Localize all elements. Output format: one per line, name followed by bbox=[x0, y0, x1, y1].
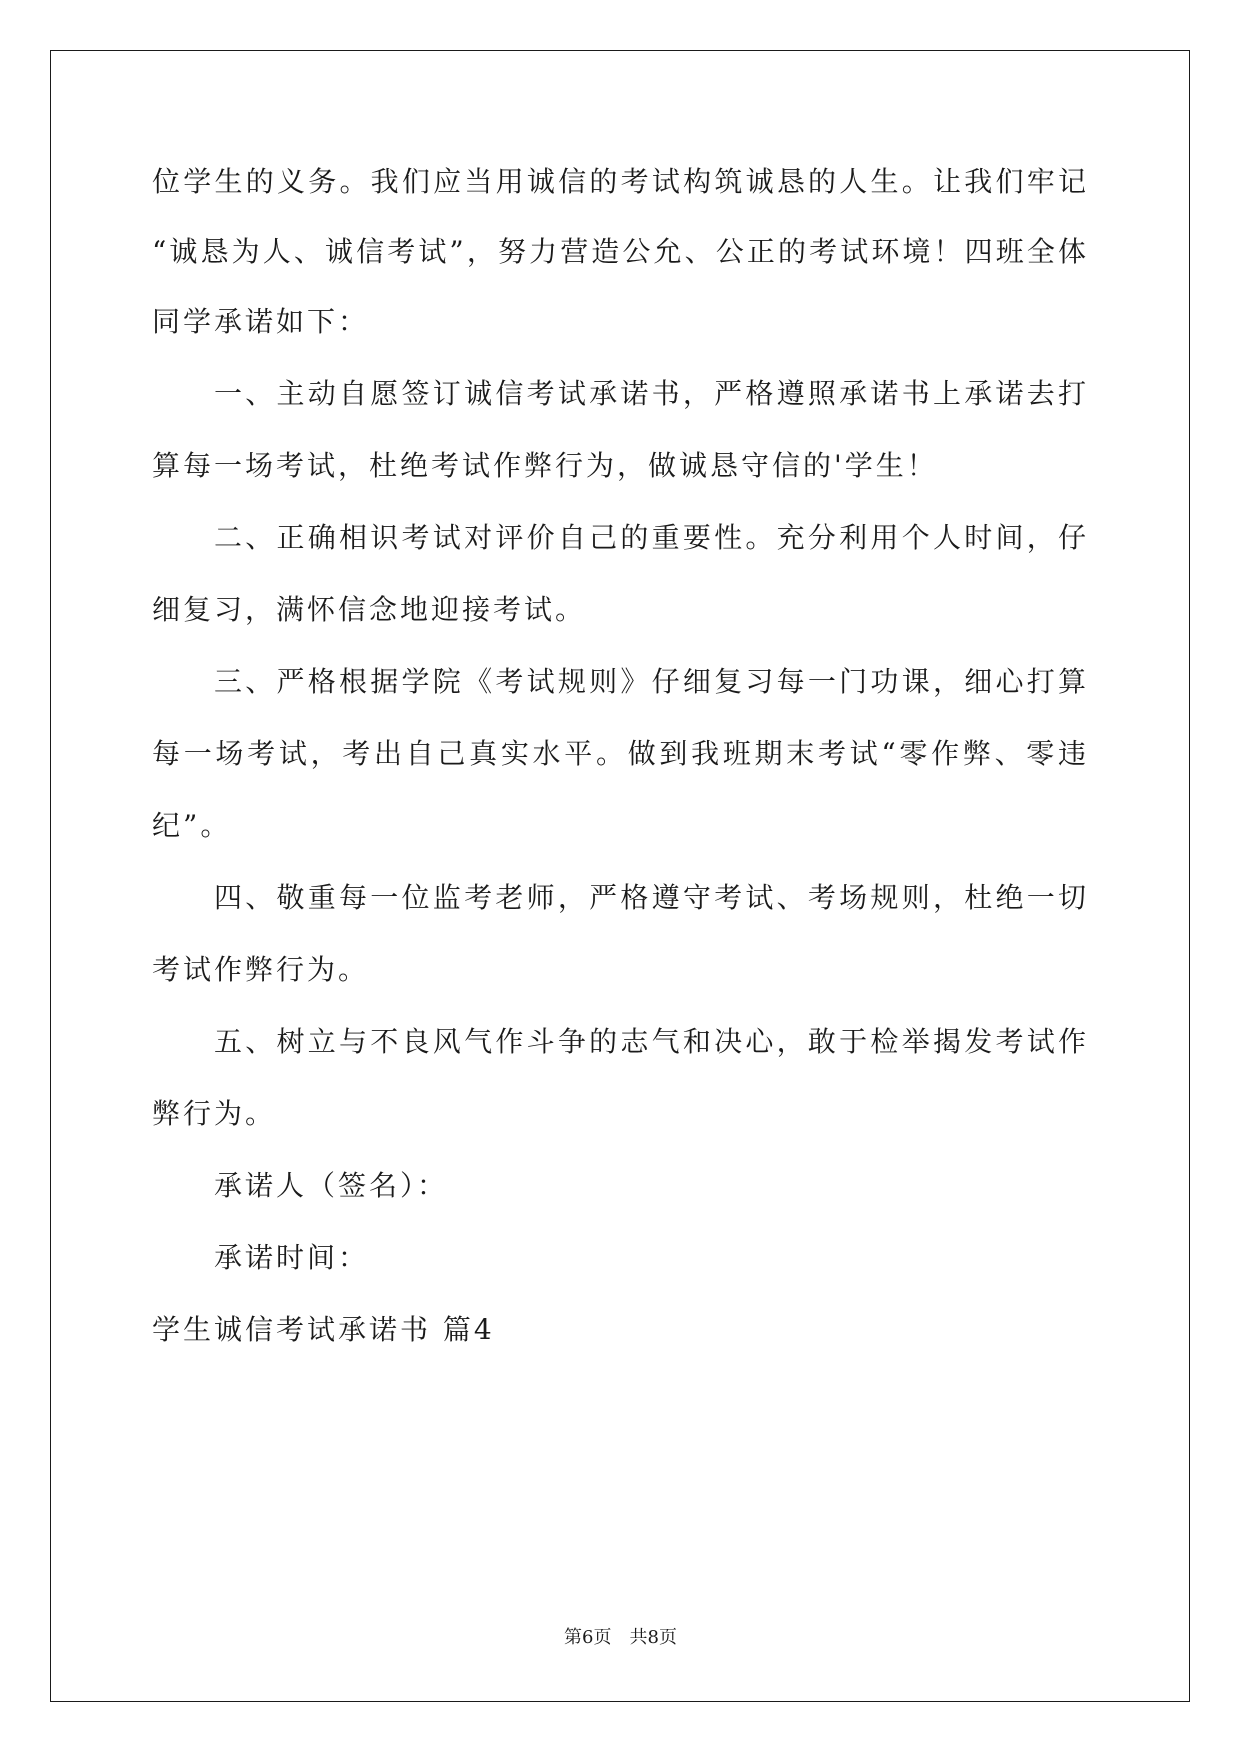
text-line: 细复习，满怀信念地迎接考试。 bbox=[152, 593, 587, 626]
text-line: 位学生的义务。我们应当用诚信的考试构筑诚恳的人生。让我们牢记 bbox=[152, 165, 1089, 198]
footer-total-pages: 8 bbox=[647, 1627, 659, 1648]
text-line: 四、敬重每一位监考老师，严格遵守考试、考场规则，杜绝一切 bbox=[214, 881, 1089, 914]
text-line: 同学承诺如下： bbox=[152, 305, 370, 338]
text-line: 考试作弊行为。 bbox=[152, 953, 370, 986]
text-line: 每一场考试，考出自己真实水平。做到我班期末考试“零作弊、零违 bbox=[152, 737, 1089, 770]
text-line: “诚恳为人、诚信考试”，努力营造公允、公正的考试环境！四班全体 bbox=[152, 235, 1089, 268]
page-border bbox=[50, 50, 1190, 1702]
footer-suffix: 页 bbox=[658, 1627, 677, 1648]
signature-label: 承诺人（签名）： bbox=[214, 1169, 449, 1202]
footer-prefix: 第 bbox=[564, 1627, 583, 1648]
footer-current-page: 6 bbox=[582, 1627, 594, 1648]
section-heading: 学生诚信考试承诺书 篇4 bbox=[152, 1313, 495, 1346]
text-line: 一、主动自愿签订诚信考试承诺书，严格遵照承诺书上承诺去打 bbox=[214, 377, 1089, 410]
text-line: 二、正确相识考试对评价自己的重要性。充分利用个人时间，仔 bbox=[214, 521, 1089, 554]
page-footer bbox=[0, 1623, 1241, 1649]
text-line: 纪”。 bbox=[152, 809, 232, 842]
text-line: 三、严格根据学院《考试规则》仔细复习每一门功课，细心打算 bbox=[214, 665, 1089, 698]
text-line: 弊行为。 bbox=[152, 1097, 277, 1130]
text-line: 算每一场考试，杜绝考试作弊行为，做诚恳守信的'学生！ bbox=[152, 449, 938, 482]
text-line: 五、树立与不良风气作斗争的志气和决心，敢于检举揭发考试作 bbox=[214, 1025, 1089, 1058]
footer-middle: 页 共 bbox=[593, 1627, 648, 1648]
date-label: 承诺时间： bbox=[214, 1241, 370, 1274]
